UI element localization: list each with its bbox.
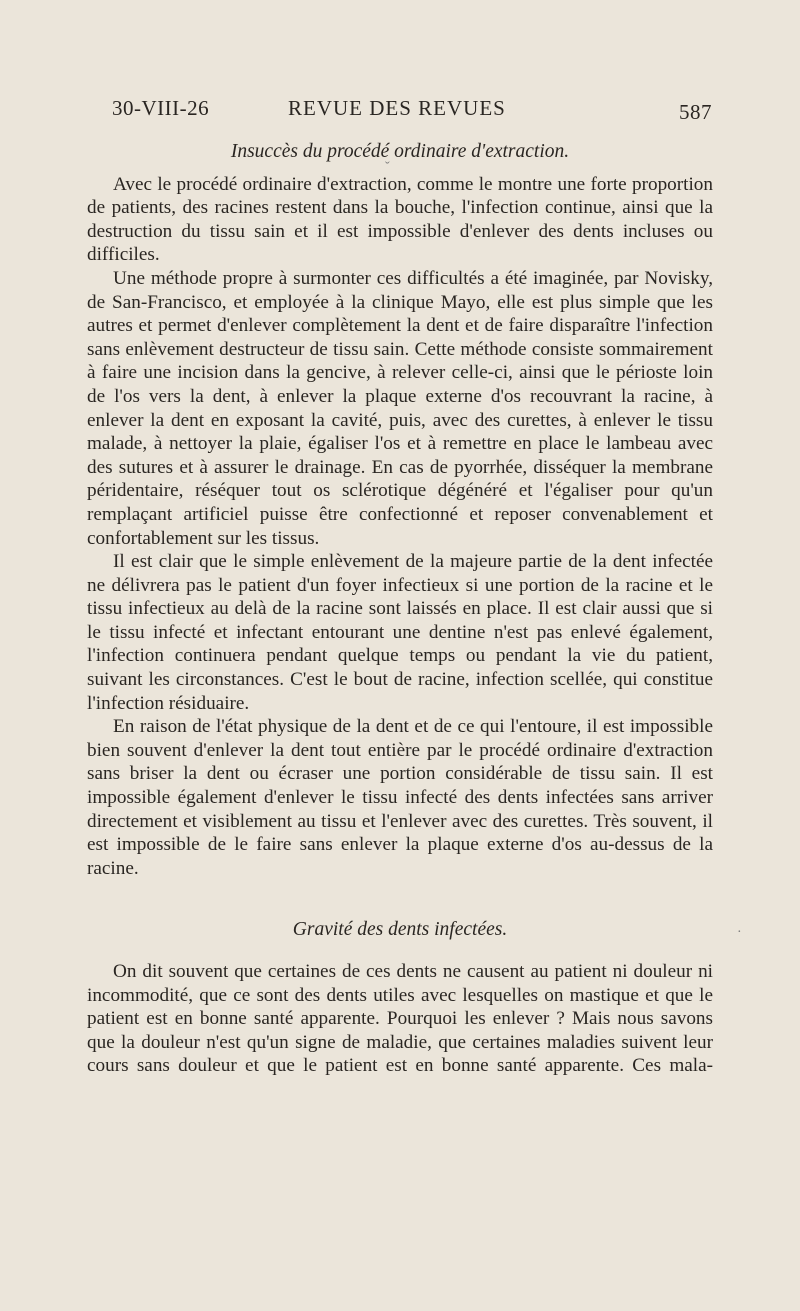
page-number: 587: [679, 100, 712, 124]
issue-date: 30-VIII-26: [112, 96, 210, 120]
section-title-infected-teeth: Gravité des dents infectées.: [292, 919, 508, 941]
running-header: [112, 96, 712, 128]
paragraph: Une méthode propre à surmonter ces difficultés a été imaginée, par Novisky, de San-Francisco, et employée à la clinique Mayo, elle est plus simple que les autres et permet d'enlever complètement la dent et de faire disparaître l'infection sans enlèvement destructeur de tissu sain. Cette méthode consiste sommairement à faire une incision dans la gencive, à relever celle-ci, ainsi que le périoste loin de l'os vers la dent, à enlever la plaque externe d'os recouvrant la racine, à enlever la dent en exposant la cavité, puis, avec des curettes, à enlever le tissu malade, à nettoyer la plaie, égaliser l'os et à remettre en place le lambeau avec des sutures et à assurer le drainage. En cas de pyorrhée, disséquer la membrane péridentaire, réséquer tout os sclérotique dégénéré et l'égaliser pour qu'un remplaçant artificiel puisse être confectionné et reposer convenablement et confortablement sur les tissus.: [87, 267, 713, 549]
stray-dot-mark: ·: [737, 925, 742, 940]
journal-title: REVUE DES REVUES: [288, 96, 506, 120]
article-body: [87, 140, 713, 1078]
paragraph: Il est clair que le simple enlèvement de la majeure partie de la dent infectée ne délivrera pas le patient d'un foyer infectieux si une portion de la racine et le tissu infectieux au delà de la racine sont laissés en place. Il est clair aussi que si le tissu infecté et infectant entourant une dentine n'est pas enlevé également, l'infection continuera pendant quelque temps ou pendant la vie du patient, suivant les circonstances. C'est le bout de racine, infection scellée, qui constitue l'infection résiduaire.: [87, 551, 713, 714]
paragraph: Avec le procédé ordinaire d'extraction, comme le montre une forte proportion de patients, des racines restent dans la bouche, l'infection continue, ainsi que la destruction du tissu sain et il est impossible d'enlever des dents incluses ou difficiles.: [87, 173, 713, 266]
section-title-extraction-failure: Insuccès du procédé ordinaire d'extraction.: [230, 141, 570, 162]
stray-dot-mark: ˇ: [385, 160, 390, 175]
paragraph: En raison de l'état physique de la dent et de ce qui l'entoure, il est impossible bien souvent d'enlever la dent tout entière par le procédé ordinaire d'extraction sans briser la dent ou écraser une portion considérable de tissu sain. Il est impossible également d'enlever le tissu infecté des dents infectées sans arriver directement et visiblement au tissu et l'enlever avec des curettes. Très souvent, il est impossible de le faire sans enlever la plaque externe d'os au-dessus de la racine.: [87, 716, 713, 879]
paragraph: On dit souvent que certaines de ces dents ne causent au patient ni douleur ni incommodité, que ce sont des dents utiles avec lesquelles on mastique et que le patient est en bonne santé apparente. Pourquoi les enlever ? Mais nous savons que la douleur n'est qu'un signe de maladie, que certaines maladies suivent leur cours sans douleur et que le patient est en bonne santé apparente. Ces mala-: [87, 961, 713, 1077]
